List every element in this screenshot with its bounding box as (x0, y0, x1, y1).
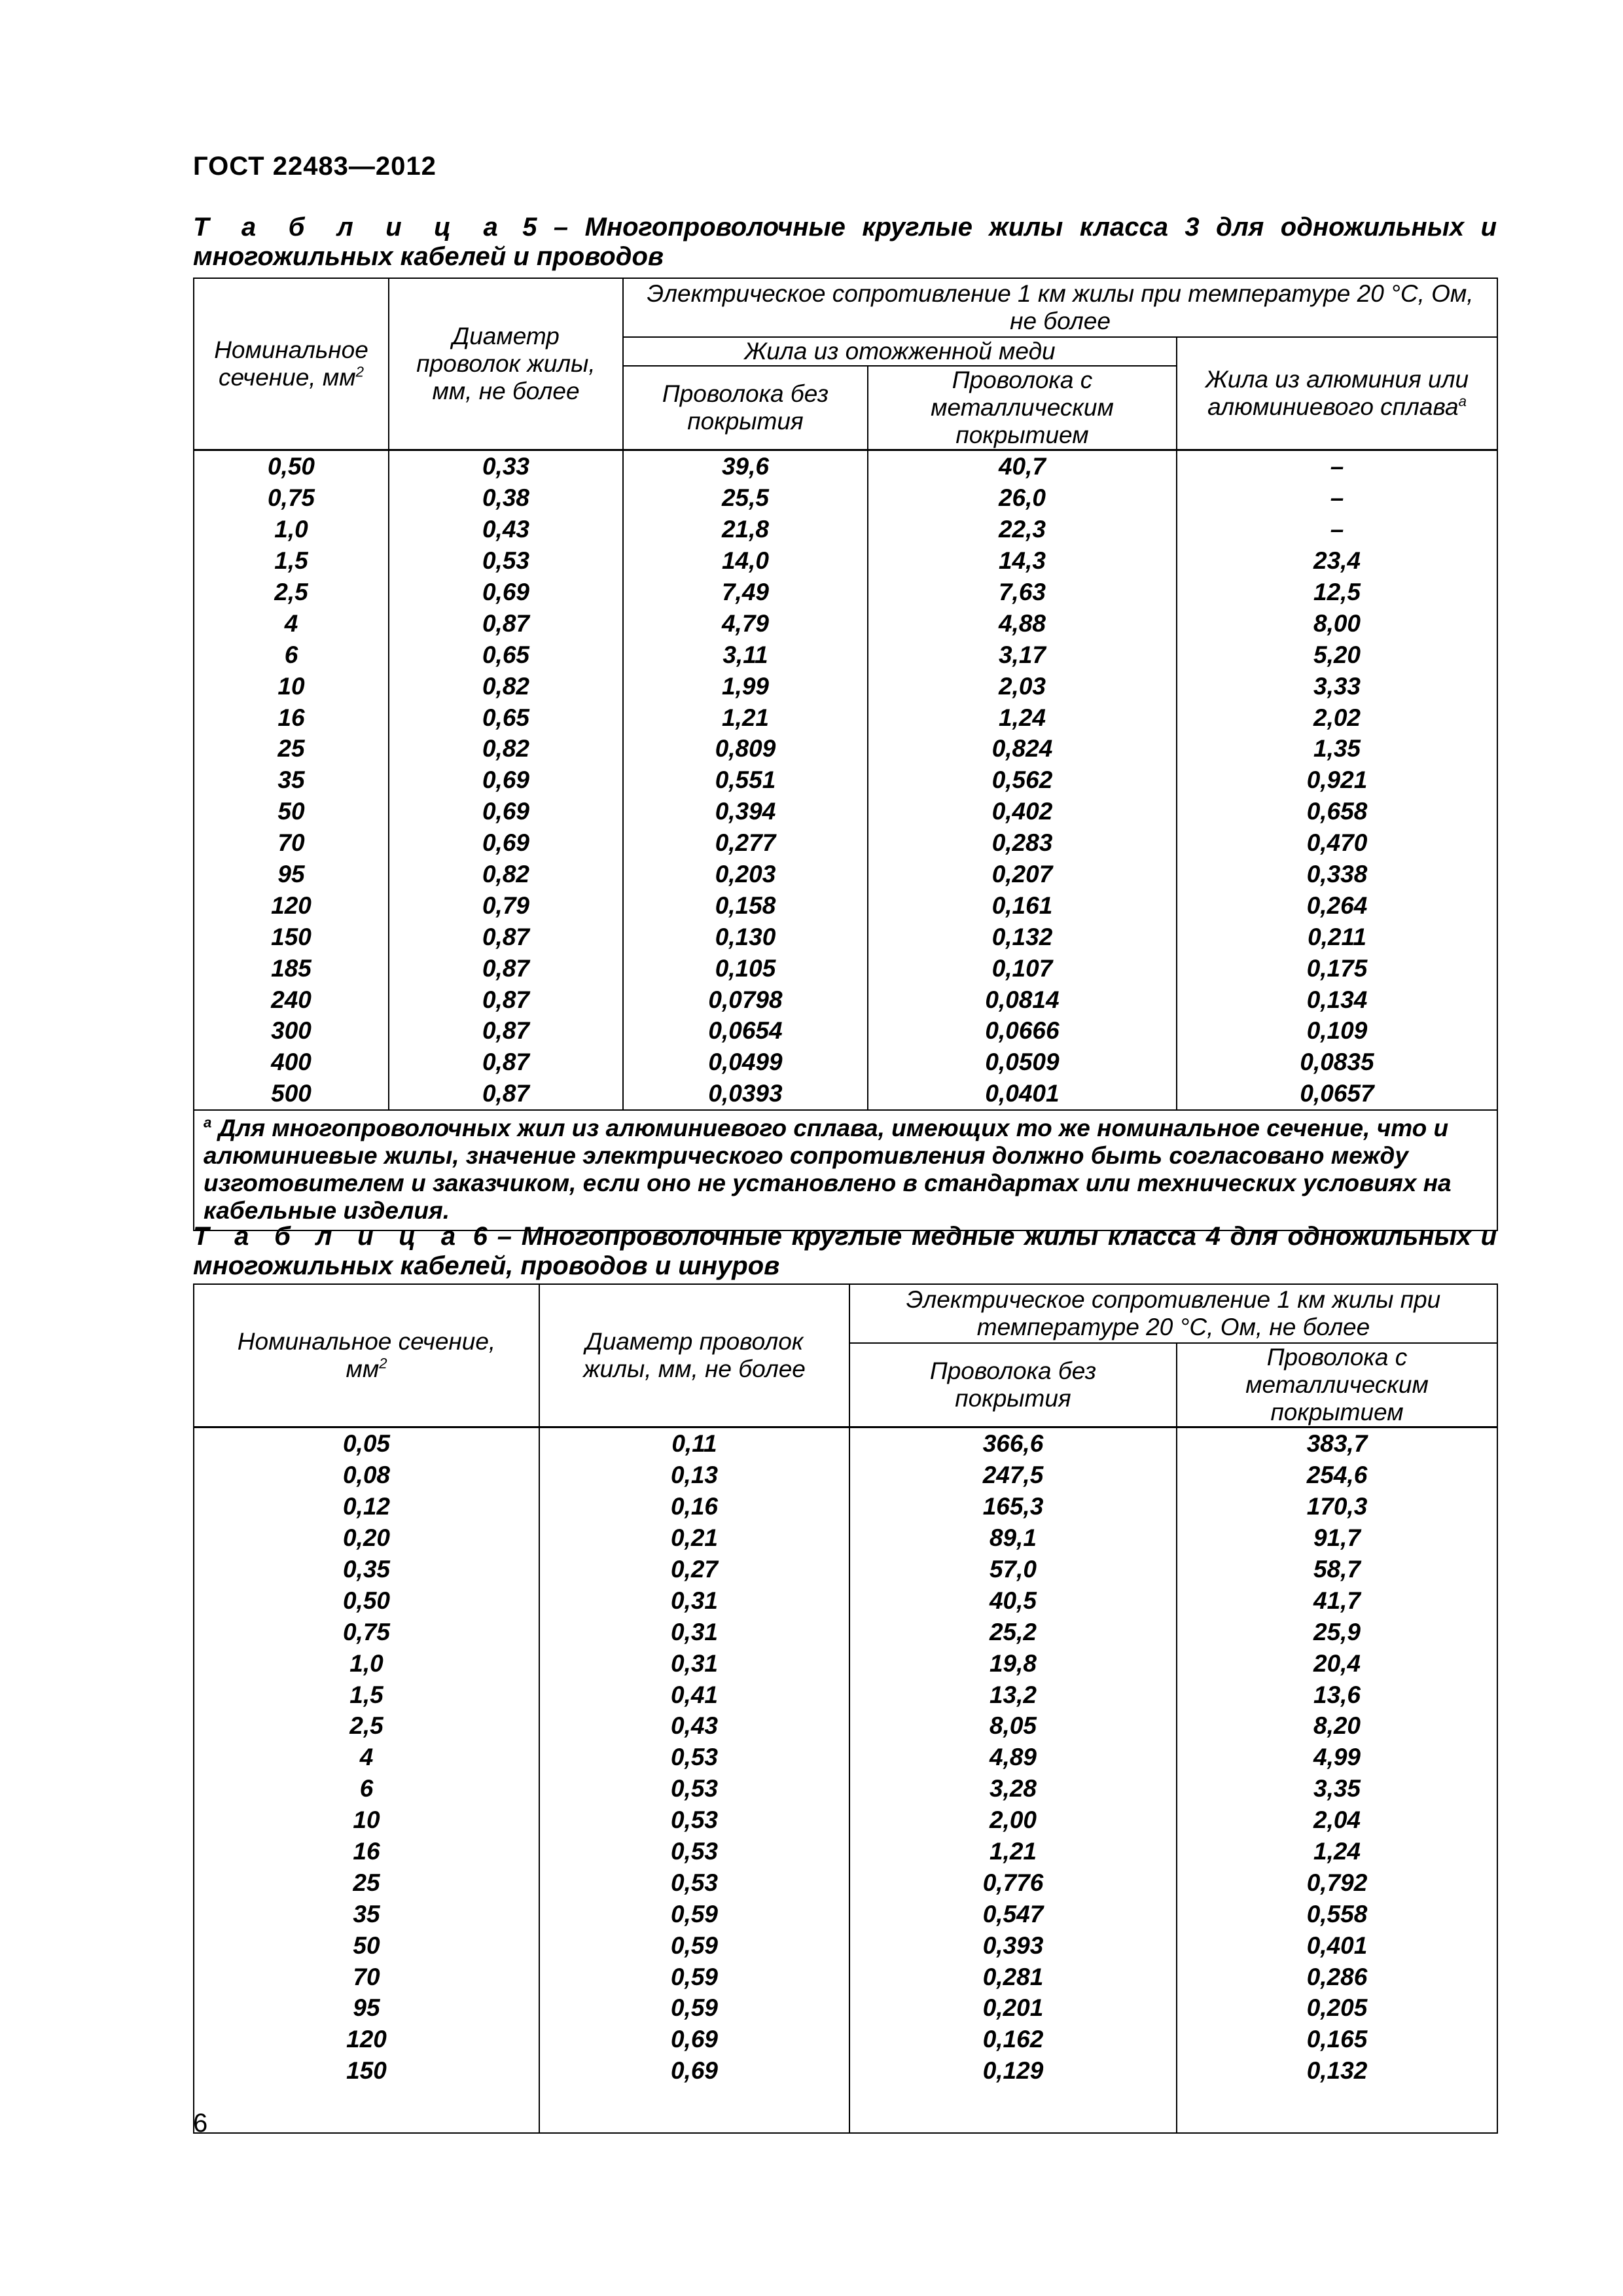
table-row (194, 859, 1497, 890)
table-cell: 0,87 (389, 921, 623, 952)
table-row (194, 1679, 1497, 1710)
table6-caption-word: Т а б л и ц а (193, 1222, 464, 1251)
table6-body (194, 1427, 1497, 2133)
table-cell: 1,5 (194, 545, 389, 577)
table-cell: 0,547 (849, 1898, 1177, 1929)
table-cell: 21,8 (623, 514, 868, 545)
table-cell: 89,1 (849, 1522, 1177, 1554)
table-row (194, 827, 1497, 859)
table6-caption-text: 6 – Многопроволочные круглые медные жилы класса 4 для одножильных и многожильных кабелей, проводов и шнуров (193, 1222, 1497, 1280)
table-cell: 1,35 (1177, 733, 1497, 764)
table-cell: 0,551 (623, 764, 868, 796)
table-cell: 1,0 (194, 514, 389, 545)
table-cell: 0,161 (868, 889, 1177, 921)
table-cell: 0,69 (389, 827, 623, 859)
table-cell: 0,921 (1177, 764, 1497, 796)
table5-body (194, 450, 1497, 1110)
table-cell: 50 (194, 796, 389, 827)
table-cell: 6 (194, 639, 389, 670)
table-cell: 2,04 (1177, 1804, 1497, 1836)
table-row (194, 1710, 1497, 1742)
table-cell: – (1177, 514, 1497, 545)
table-cell: 0,82 (389, 670, 623, 702)
table-row (194, 921, 1497, 952)
table-cell: 240 (194, 984, 389, 1015)
table-cell: 57,0 (849, 1554, 1177, 1585)
table-row (194, 984, 1497, 1015)
table-cell: 0,05 (194, 1427, 539, 1460)
table-cell: 4,79 (623, 607, 868, 639)
table-cell: 0,338 (1177, 859, 1497, 890)
table-row (194, 607, 1497, 639)
table5-footnote: $^a$ Для многопроволочных жил из алюминиевого сплава, имеющих то же номинальное сечение, что и алюминиевые жилы, значение электрического сопротивления должно быть согласовано между изготовителем и заказчиком, если оно не установлено в стандартах или технических условиях на кабельные изделия. (194, 1110, 1497, 1230)
table-cell: 0,562 (868, 764, 1177, 796)
table-cell: 0,0393 (623, 1078, 868, 1110)
table-row (194, 733, 1497, 764)
table-cell: 3,35 (1177, 1773, 1497, 1804)
table-cell: 0,20 (194, 1522, 539, 1554)
table-cell: 0,75 (194, 1616, 539, 1647)
table-cell: 0,59 (539, 1929, 849, 1961)
table-cell: 19,8 (849, 1647, 1177, 1679)
table-cell: 0,43 (389, 514, 623, 545)
table-row (194, 514, 1497, 545)
table-cell: 58,7 (1177, 1554, 1497, 1585)
table-cell: 0,134 (1177, 984, 1497, 1015)
table-cell: 0,658 (1177, 796, 1497, 827)
table-cell: 14,0 (623, 545, 868, 577)
table-cell: 0,16 (539, 1491, 849, 1522)
table5-caption (193, 213, 1497, 272)
table-row (194, 1836, 1497, 1867)
table5-header-aluminium: Жила из алюминия или алюминиевого сплава$^a$ (1177, 337, 1497, 450)
table-cell: 0,69 (539, 2055, 849, 2087)
table-cell: 25,9 (1177, 1616, 1497, 1647)
table-cell: 3,33 (1177, 670, 1497, 702)
table-cell: 0,31 (539, 1647, 849, 1679)
table-cell: 0,87 (389, 1015, 623, 1047)
table-cell: 0,824 (868, 733, 1177, 764)
table-cell: 0,43 (539, 1710, 849, 1742)
table-cell: 0,11 (539, 1427, 849, 1460)
table5 (193, 278, 1498, 1231)
table-cell: 0,53 (539, 1742, 849, 1773)
table-cell: 4,88 (868, 607, 1177, 639)
table-cell: 150 (194, 2055, 539, 2087)
table-cell: 3,11 (623, 639, 868, 670)
table-cell: 23,4 (1177, 545, 1497, 577)
table-cell: 7,49 (623, 577, 868, 608)
page-number: 6 (193, 2109, 208, 2138)
table-filler-row (194, 2087, 1497, 2133)
table-cell: 2,00 (849, 1804, 1177, 1836)
table-cell: 25 (194, 1867, 539, 1898)
table-cell: 0,59 (539, 1992, 849, 2024)
table-cell: 0,82 (389, 859, 623, 890)
table-row (194, 1742, 1497, 1773)
table-cell: 0,175 (1177, 952, 1497, 984)
table-cell: 0,107 (868, 952, 1177, 984)
table-row (194, 1992, 1497, 2024)
table-cell: 4,99 (1177, 1742, 1497, 1773)
table-cell: 0,41 (539, 1679, 849, 1710)
table-cell: 1,24 (1177, 1836, 1497, 1867)
table-cell: 0,286 (1177, 1961, 1497, 1992)
table-cell: 0,393 (849, 1929, 1177, 1961)
table-cell: 0,13 (539, 1460, 849, 1491)
table-row (194, 2055, 1497, 2087)
table-cell: 40,5 (849, 1585, 1177, 1616)
table-cell: 0,53 (539, 1773, 849, 1804)
table-cell: 0,132 (1177, 2055, 1497, 2087)
table-cell: – (1177, 450, 1497, 482)
table-cell: 16 (194, 1836, 539, 1867)
table-cell: 0,75 (194, 482, 389, 514)
table-cell: 0,0814 (868, 984, 1177, 1015)
table-cell: 0,205 (1177, 1992, 1497, 2024)
table5-header-plain: Проволока без покрытия (623, 366, 868, 450)
table-cell: 2,5 (194, 1710, 539, 1742)
table-cell: 383,7 (1177, 1427, 1497, 1460)
table-cell: 0,87 (389, 1047, 623, 1078)
table-cell: 39,6 (623, 450, 868, 482)
table-cell: 35 (194, 764, 389, 796)
table-cell: 0,53 (539, 1867, 849, 1898)
table-cell: 1,21 (849, 1836, 1177, 1867)
table5-header-coated: Проволока с металлическим покрытием (868, 366, 1177, 450)
table-cell: 170,3 (1177, 1491, 1497, 1522)
document-header: ГОСТ 22483—2012 (193, 152, 437, 181)
table-row (194, 796, 1497, 827)
table-cell: 0,82 (389, 733, 623, 764)
table-cell: 0,65 (389, 702, 623, 733)
table-cell: 0,79 (389, 889, 623, 921)
table-cell: 0,201 (849, 1992, 1177, 2024)
table-row (194, 764, 1497, 796)
table-cell: 0,08 (194, 1460, 539, 1491)
table-cell: 7,63 (868, 577, 1177, 608)
table-cell: 1,0 (194, 1647, 539, 1679)
table-row (194, 670, 1497, 702)
table-cell: 0,130 (623, 921, 868, 952)
table-cell: 26,0 (868, 482, 1177, 514)
table-cell: 0,0654 (623, 1015, 868, 1047)
table-row (194, 702, 1497, 733)
table-cell: 366,6 (849, 1427, 1177, 1460)
table-cell: 500 (194, 1078, 389, 1110)
table-cell: 2,5 (194, 577, 389, 608)
table-row (194, 1015, 1497, 1047)
table-cell: 0,203 (623, 859, 868, 890)
table-cell: 8,20 (1177, 1710, 1497, 1742)
table-cell: 0,264 (1177, 889, 1497, 921)
table-row (194, 1460, 1497, 1491)
table-cell: 0,0657 (1177, 1078, 1497, 1110)
table-cell: 0,158 (623, 889, 868, 921)
table-cell: 95 (194, 859, 389, 890)
table-cell: 0,27 (539, 1554, 849, 1585)
table-row (194, 2024, 1497, 2055)
table-cell: 0,50 (194, 450, 389, 482)
table-cell: 0,53 (389, 545, 623, 577)
table-cell: 0,12 (194, 1491, 539, 1522)
table6-caption (193, 1222, 1497, 1281)
table-row (194, 1554, 1497, 1585)
table-row (194, 1585, 1497, 1616)
table-cell: 0,207 (868, 859, 1177, 890)
table-cell: 0,69 (389, 577, 623, 608)
table-cell: 0,470 (1177, 827, 1497, 859)
table-row (194, 1616, 1497, 1647)
table-cell: 120 (194, 889, 389, 921)
table-cell: 0,59 (539, 1898, 849, 1929)
table-row (194, 1867, 1497, 1898)
table-cell: 2,03 (868, 670, 1177, 702)
table5-caption-text: 5 – Многопроволочные круглые жилы класса 3 для одножильных и многожильных кабелей и проводов (193, 213, 1497, 271)
table-cell: 120 (194, 2024, 539, 2055)
table5-header-copper: Жила из отожженной меди (623, 337, 1177, 366)
table6-header-section: Номинальное сечение, $мм^2$ (194, 1284, 539, 1427)
table-filler-cell (1177, 2087, 1497, 2133)
table-row (194, 1522, 1497, 1554)
table-cell: 1,5 (194, 1679, 539, 1710)
table-cell: 35 (194, 1898, 539, 1929)
table-row (194, 1773, 1497, 1804)
table-cell: 10 (194, 1804, 539, 1836)
table-cell: 3,28 (849, 1773, 1177, 1804)
table-cell: 0,87 (389, 952, 623, 984)
table-cell: 0,105 (623, 952, 868, 984)
table-row (194, 1898, 1497, 1929)
table-cell: 254,6 (1177, 1460, 1497, 1491)
table-cell: 0,53 (539, 1804, 849, 1836)
table-cell: 8,00 (1177, 607, 1497, 639)
table-cell: 40,7 (868, 450, 1177, 482)
table-cell: 0,211 (1177, 921, 1497, 952)
table-cell: 13,2 (849, 1679, 1177, 1710)
table-cell: 300 (194, 1015, 389, 1047)
table-cell: 20,4 (1177, 1647, 1497, 1679)
table-row (194, 1804, 1497, 1836)
table-cell: 0,0499 (623, 1047, 868, 1078)
table-cell: 0,65 (389, 639, 623, 670)
table-cell: 185 (194, 952, 389, 984)
table-filler-cell (194, 2087, 539, 2133)
table-row (194, 545, 1497, 577)
table-cell: 0,281 (849, 1961, 1177, 1992)
table-cell: 0,87 (389, 984, 623, 1015)
table-cell: 4,89 (849, 1742, 1177, 1773)
table-cell: 1,21 (623, 702, 868, 733)
table-row (194, 889, 1497, 921)
table-cell: 0,33 (389, 450, 623, 482)
table-cell: 4 (194, 1742, 539, 1773)
table-cell: 12,5 (1177, 577, 1497, 608)
table-cell: 10 (194, 670, 389, 702)
table-filler-cell (539, 2087, 849, 2133)
table-row (194, 450, 1497, 482)
table6-header-coated: Проволока с металлическим покрытием (1177, 1343, 1497, 1427)
table-cell: 0,776 (849, 1867, 1177, 1898)
table6 (193, 1283, 1498, 2134)
table-row (194, 952, 1497, 984)
table-cell: 2,02 (1177, 702, 1497, 733)
table-cell: 22,3 (868, 514, 1177, 545)
table5-header-section: Номинальное сечение, $мм^2$ (194, 278, 389, 450)
table-cell: 0,31 (539, 1616, 849, 1647)
table-cell: 0,69 (389, 796, 623, 827)
table-cell: 6 (194, 1773, 539, 1804)
table-cell: 0,132 (868, 921, 1177, 952)
table-cell: 0,809 (623, 733, 868, 764)
table-cell: 0,283 (868, 827, 1177, 859)
table-cell: 25 (194, 733, 389, 764)
table-row (194, 482, 1497, 514)
table-cell: 0,165 (1177, 2024, 1497, 2055)
table5-header-diameter: Диаметр проволок жилы, мм, не более (389, 278, 623, 450)
table-row (194, 1647, 1497, 1679)
table-cell: 4 (194, 607, 389, 639)
table-cell: 0,0835 (1177, 1047, 1497, 1078)
table-cell: 0,35 (194, 1554, 539, 1585)
table-cell: 5,20 (1177, 639, 1497, 670)
table-cell: – (1177, 482, 1497, 514)
table-cell: 165,3 (849, 1491, 1177, 1522)
table-cell: 0,53 (539, 1836, 849, 1867)
table-row (194, 1491, 1497, 1522)
table6-header-plain: Проволока без покрытия (849, 1343, 1177, 1427)
table-cell: 0,69 (389, 764, 623, 796)
table-cell: 8,05 (849, 1710, 1177, 1742)
table-row (194, 639, 1497, 670)
table-cell: 0,59 (539, 1961, 849, 1992)
table-row (194, 1047, 1497, 1078)
table-filler-cell (849, 2087, 1177, 2133)
table-row (194, 1078, 1497, 1110)
table-cell: 400 (194, 1047, 389, 1078)
table-cell: 0,21 (539, 1522, 849, 1554)
table6-header-resistance: Электрическое сопротивление 1 км жилы при температуре 20 °С, Ом, не более (849, 1284, 1497, 1343)
table-cell: 1,24 (868, 702, 1177, 733)
table-cell: 13,6 (1177, 1679, 1497, 1710)
table-cell: 0,87 (389, 607, 623, 639)
table-cell: 0,69 (539, 2024, 849, 2055)
table-cell: 0,38 (389, 482, 623, 514)
table-cell: 0,0401 (868, 1078, 1177, 1110)
table-cell: 16 (194, 702, 389, 733)
table-row (194, 1961, 1497, 1992)
table-cell: 25,5 (623, 482, 868, 514)
table-cell: 14,3 (868, 545, 1177, 577)
table-cell: 0,0798 (623, 984, 868, 1015)
table-cell: 25,2 (849, 1616, 1177, 1647)
table-cell: 91,7 (1177, 1522, 1497, 1554)
table-cell: 0,162 (849, 2024, 1177, 2055)
table-cell: 150 (194, 921, 389, 952)
table6-header-diameter: Диаметр проволок жилы, мм, не более (539, 1284, 849, 1427)
table-cell: 41,7 (1177, 1585, 1497, 1616)
table-cell: 247,5 (849, 1460, 1177, 1491)
table-cell: 0,31 (539, 1585, 849, 1616)
table-cell: 0,50 (194, 1585, 539, 1616)
table-cell: 0,558 (1177, 1898, 1497, 1929)
table-cell: 70 (194, 1961, 539, 1992)
table-cell: 95 (194, 1992, 539, 2024)
table-cell: 0,402 (868, 796, 1177, 827)
table-cell: 0,277 (623, 827, 868, 859)
table5-caption-word: Т а б л и ц а (193, 213, 506, 242)
table-cell: 0,394 (623, 796, 868, 827)
table-cell: 0,87 (389, 1078, 623, 1110)
table5-header-resistance: Электрическое сопротивление 1 км жилы при температуре 20 °С, Ом, не более (623, 278, 1497, 337)
table-cell: 0,129 (849, 2055, 1177, 2087)
table-cell: 70 (194, 827, 389, 859)
table-cell: 0,792 (1177, 1867, 1497, 1898)
table-cell: 0,0666 (868, 1015, 1177, 1047)
table-cell: 1,99 (623, 670, 868, 702)
table-row (194, 1929, 1497, 1961)
table-cell: 0,0509 (868, 1047, 1177, 1078)
table-row (194, 1427, 1497, 1460)
table-cell: 3,17 (868, 639, 1177, 670)
table-cell: 50 (194, 1929, 539, 1961)
table-row (194, 577, 1497, 608)
table-cell: 0,109 (1177, 1015, 1497, 1047)
table-cell: 0,401 (1177, 1929, 1497, 1961)
